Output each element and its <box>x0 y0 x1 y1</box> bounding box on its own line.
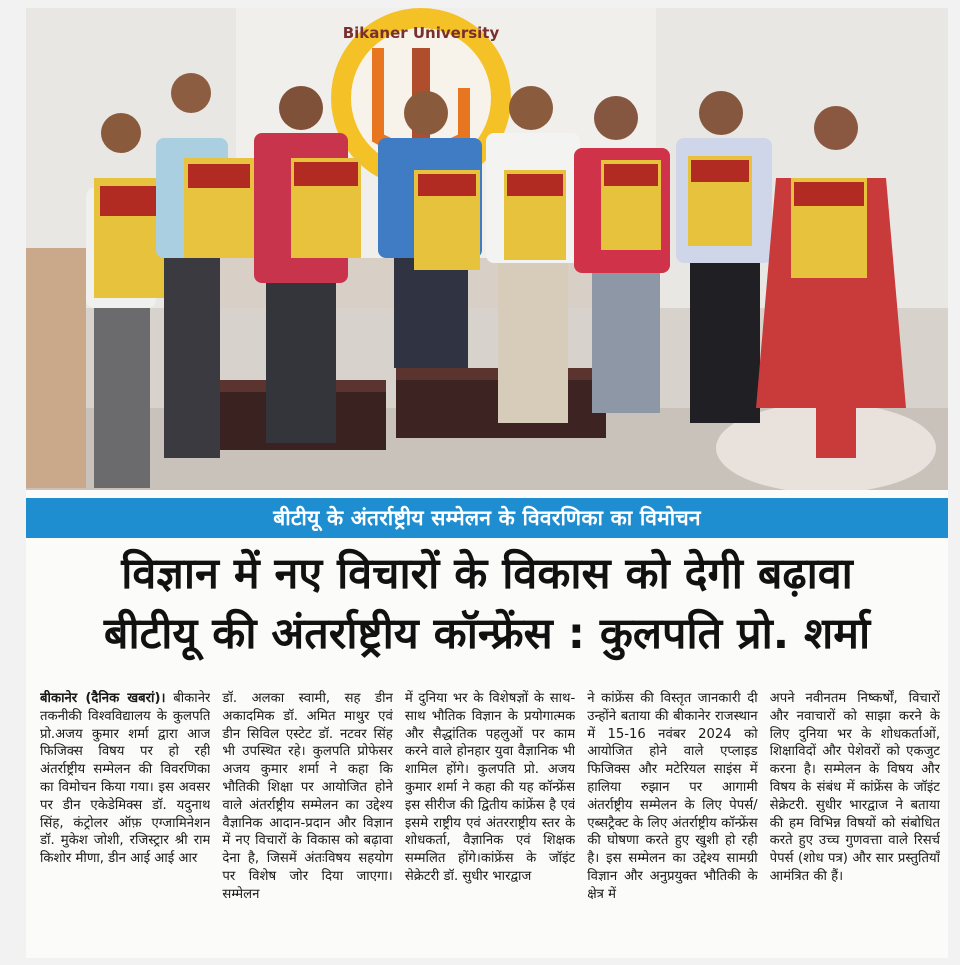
photo-illustration <box>26 8 948 490</box>
article-column-text: अपने नवीनतम निष्कर्षों, विचारों और नवाचारों को साझा करने के लिए दुनिया भर के शोधकर्ताओं, शिक्षाविदों और पेशेवरों को एकजुट करना है। सम्मेलन के विषय और विषय के संबंध में कांफ्रेंस के जॉइंट सेक्रेटरी. सुधीर भारद्वाज ने बताया की हम विभिन्न विषयों को संबोधित करते हुए उच्च गुणवत्ता वाले रिसर्च पेपर्स (शोध पत्र) और सार प्रस्तुतियाँ आमंत्रित की हैं। <box>769 691 941 884</box>
newspaper-clipping <box>26 8 948 958</box>
article-column-1 <box>40 690 210 950</box>
article-column-text: डॉ. अलका स्वामी, सह डीन अकादमिक डॉ. अमित माथुर एवं डीन सिविल एस्टेट डॉ. नटवर सिंह भी उपस्थित रहे। कुलपति प्रोफेसर अजय कुमार शर्मा ने कहा कि भौतिकी शिक्षा पर आयोजित होने वाले अंतर्राष्ट्रीय सम्मेलन का उद्देश्य वैज्ञानिक आदान-प्रदान और विज्ञान में नए विचारों के विकास को बढ़ावा देना है, जिसमें अंतःविषय सहयोग पर विशेष जोर दिया जाएगा। सम्मेलन <box>222 691 393 902</box>
headline-line-1: विज्ञान में नए विचारों के विकास को देगी बढ़ावा <box>121 549 853 599</box>
article-column-5 <box>770 690 940 950</box>
article-column-3 <box>405 690 575 950</box>
article-column-4 <box>587 690 757 950</box>
section-banner: बीटीयू के अंतर्राष्ट्रीय सम्मेलन के विवरणिका का विमोचन <box>26 498 948 538</box>
article-column-text: ने कांफ्रेंस की विस्तृत जानकारी दी उन्होंने बताया की बीकानेर राजस्थान में 15-16 नवंबर 2024 को आयोजित होने वाले एप्लाइड फिजिक्स और मटेरियल साइंस में हालिया रुझान पर आगामी अंतर्राष्ट्रीय सम्मेलन के लिए पेपर्स/एब्सट्रैक्ट के लिए अंतर्राष्ट्रीय कॉन्फ्रेंस की घोषणा करते हुए खुशी हो रही है। इस सम्मेलन का उद्देश्य सामग्री विज्ञान और अनुप्रयुक्त भौतिकी के क्षेत्र में <box>587 691 758 902</box>
article-body <box>40 690 940 950</box>
press-photo <box>26 8 948 490</box>
article-column-text: बीकानेर तकनीकी विश्वविद्यालय के कुलपति प्रो.अजय कुमार शर्मा द्वारा आज फिजिक्स विषय पर हो रही अंतर्राष्ट्रीय सम्मेलन की विवरणिका का विमोचन किया गया। इस अवसर पर डीन एकेडेमिक्स डॉ. यदुनाथ सिंह, कंट्रोलर ऑफ़ एग्जामिनेशन डॉ. मुकेश जोशी, रजिस्ट्रार श्री राम किशोर मीणा, डीन आई आई आर <box>40 691 211 867</box>
dateline: बीकानेर (दैनिक खबरां)। <box>40 691 166 706</box>
article-column-2 <box>222 690 392 950</box>
headline-line-2: बीटीयू की अंतर्राष्ट्रीय कॉन्फ्रेंस : कुलपति प्रो. शर्मा <box>103 609 871 659</box>
logo-text: Bikaner University <box>342 24 500 42</box>
article-column-text: में दुनिया भर के विशेषज्ञों के साथ-साथ भौतिक विज्ञान के प्रयोगात्मक और सैद्धांतिक पहलुओं पर काम करने वाले होनहार युवा वैज्ञानिक भी शामिल होंगे। कुलपति प्रो. अजय कुमार शर्मा ने कहा की यह कॉन्फ्रेंस इस सीरीज की द्वितीय कांफ्रेंस है एवं इसमे राष्ट्रीय एवं अंतरराष्ट्रीय स्तर के शोधकर्ता, वैज्ञानिक एवं शिक्षक सम्मलित होंगे।कांफ्रेंस के जॉइंट सेक्रेटरी डॉ. सुधीर भारद्वाज <box>404 691 576 884</box>
